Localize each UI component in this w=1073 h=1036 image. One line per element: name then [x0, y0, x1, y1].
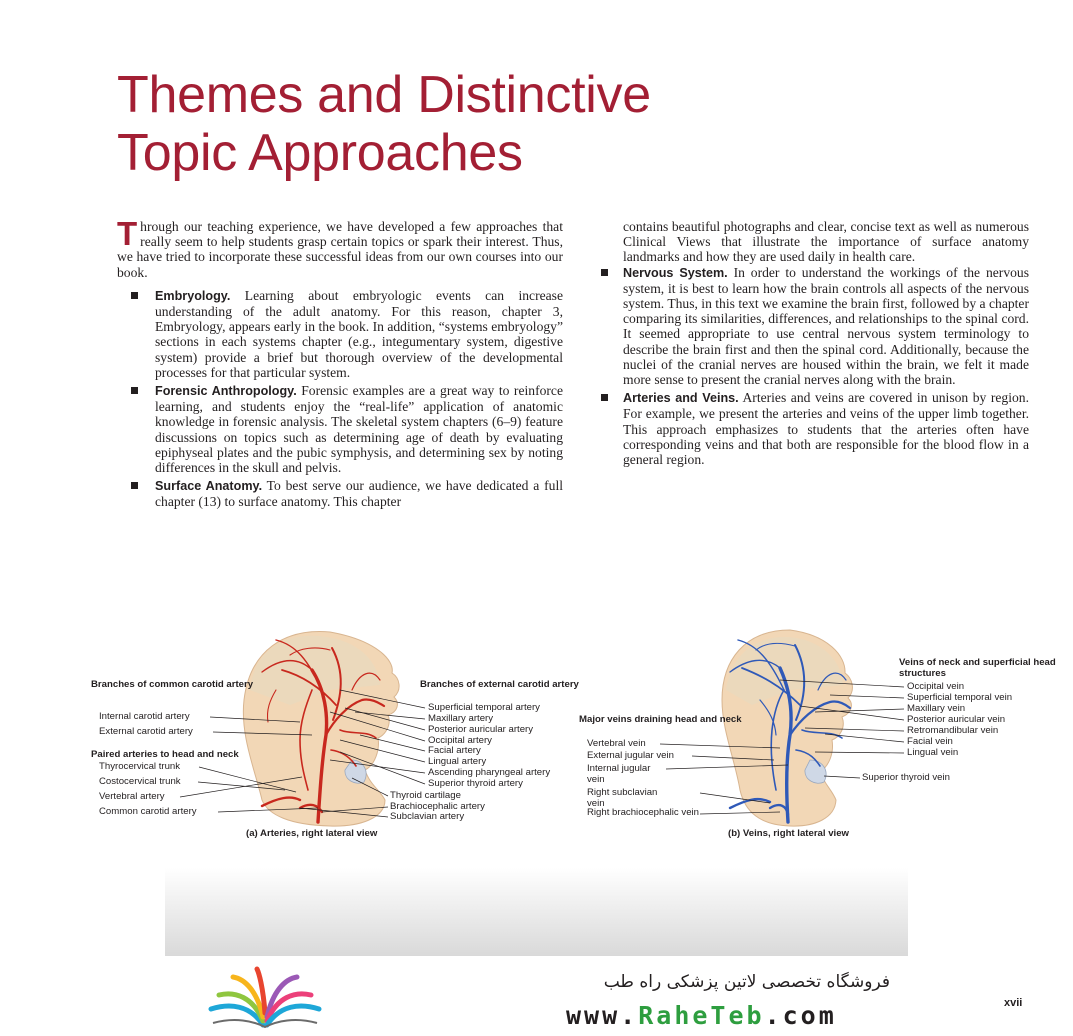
label-artery: Maxillary artery: [428, 713, 494, 724]
intro-text: hrough our teaching experience, we have developed a few approaches that really seem to help students grasp certain topics or spark their interest. Thus, we have tried to incorporate these successful ideas from our own courses into our book.: [117, 219, 563, 280]
label-artery: Ascending pharyngeal artery: [428, 767, 551, 778]
label-group-title: Branches of external carotid artery: [420, 679, 579, 690]
label-vein: Vertebral vein: [587, 738, 646, 749]
label-artery: Vertebral artery: [99, 791, 165, 802]
page-number: xvii: [1004, 997, 1023, 1009]
footer-website: [566, 1001, 837, 1030]
bullet-text: In order to understand the workings of the nervous system, it is best to learn how the brain controls all aspects of the nervous system. Thus, in this text we examine the brain first, followed by a chapter comparing its similarities, differences, and relationships to the spinal cord. It seemed appropriate to use central nervous system terminology to describe the brain first and then the spinal cord. Additionally, because the nuclei of the cranial nerves are housed within the brain, we felt it made more sense to present the cranial nerves along with the brain.: [623, 264, 1030, 388]
bullet-term: Embryology.: [155, 288, 231, 303]
label-artery: Lingual artery: [428, 756, 487, 767]
label-group-title: Branches of common carotid artery: [91, 679, 254, 690]
label-vein: Occipital vein: [907, 681, 965, 692]
label-artery: Facial artery: [428, 745, 481, 756]
bullet-text: Arteries and veins are covered in unison by region. For example, we present the arteries and veins of the upper limb together. This approach emphasizes to students that the arteries often have corresponding veins and that both are responsible for the blood flow in a general region.: [623, 390, 1029, 468]
label-artery: Brachiocephalic artery: [390, 801, 485, 812]
heading-line-2: Topic Approaches: [117, 124, 523, 182]
bullet-term: Nervous System.: [623, 265, 728, 280]
bullet-term: Arteries and Veins.: [623, 391, 739, 406]
page-shadow: [165, 868, 908, 956]
label-group-title: Veins of neck and superficial head structures: [899, 657, 1056, 679]
label-vein: Right brachiocephalic vein: [587, 807, 699, 818]
label-artery: Occipital artery: [428, 735, 492, 746]
heading-line-1: Themes and Distinctive: [117, 66, 651, 124]
arteries-head-illustration: [180, 632, 425, 827]
label-group-title: Paired arteries to head and neck: [91, 749, 239, 760]
continuation-paragraph: contains beautiful photographs and clear, concise text as well as numerous Clinical Views that illustrate the importance of surface anatomy landmarks and how they are used daily in health care.: [623, 219, 1029, 265]
label-structure: Thyroid cartilage: [390, 790, 461, 801]
bullet-text: Forensic examples are a great way to reinforce learning, and students enjoy the “real-life” application of anatomic knowledge in forensic analysis. The skeletal system chapters (6–9) feature discussions on topics such as determining age of death by evaluating epiphyseal plates and the pubic symphysis, and determining sex by noting differences in the skull and pelvis.: [155, 383, 563, 476]
figure-b-caption: (b) Veins, right lateral view: [728, 828, 850, 839]
label-vein: Maxillary vein: [907, 703, 966, 714]
label-vein: Superficial temporal vein: [907, 692, 1013, 703]
bullet-term: Forensic Anthropology.: [155, 384, 297, 399]
label-artery: Subclavian artery: [390, 811, 465, 822]
label-vein: Facial vein: [907, 736, 953, 747]
bullet-text: To best serve our audience, we have dedicated a full chapter (13) to surface anatomy. This chapter: [155, 478, 564, 510]
label-vein: External jugular vein: [587, 750, 674, 761]
label-vein: Retromandibular vein: [907, 725, 999, 736]
label-artery: Common carotid artery: [99, 806, 197, 817]
label-vein: Internal jugular vein: [587, 763, 651, 785]
label-artery: External carotid artery: [99, 726, 193, 737]
label-vein: Lingual vein: [907, 747, 959, 758]
bullet-text: Learning about embryologic events can increase understanding of the adult anatomy. For this reason, chapter 3, Embryology, appears early in the book. In addition, “systems embryology” sections in each systems chapter (e.g., integumentary system, digestive system) provide a brief but thorough overview of the developmental processes for that particular system.: [155, 287, 563, 380]
footer-persian-text: فروشگاه تخصصی لاتین پزشکی راه طب: [603, 972, 890, 992]
label-artery: Internal carotid artery: [99, 711, 190, 722]
figure-a-caption: (a) Arteries, right lateral view: [246, 828, 378, 839]
url-brand: RaheTeb: [638, 1001, 765, 1030]
bullet-term: Surface Anatomy.: [155, 479, 263, 494]
label-artery: Posterior auricular artery: [428, 724, 534, 735]
drop-cap: T: [117, 215, 138, 252]
label-artery: Superior thyroid artery: [428, 778, 523, 789]
label-vein: Superior thyroid vein: [862, 772, 950, 783]
veins-head-illustration: [660, 630, 904, 826]
open-book-logo-icon: [205, 965, 325, 1029]
label-vein: Right subclavian vein: [587, 787, 658, 809]
label-artery: Superficial temporal artery: [428, 702, 540, 713]
url-suffix: .com: [764, 1001, 837, 1030]
label-artery: Thyrocervical trunk: [99, 761, 181, 772]
label-group-title: Major veins draining head and neck: [579, 714, 742, 725]
label-artery: Costocervical trunk: [99, 776, 181, 787]
label-vein: Posterior auricular vein: [907, 714, 1006, 725]
url-prefix: www.: [566, 1001, 639, 1030]
